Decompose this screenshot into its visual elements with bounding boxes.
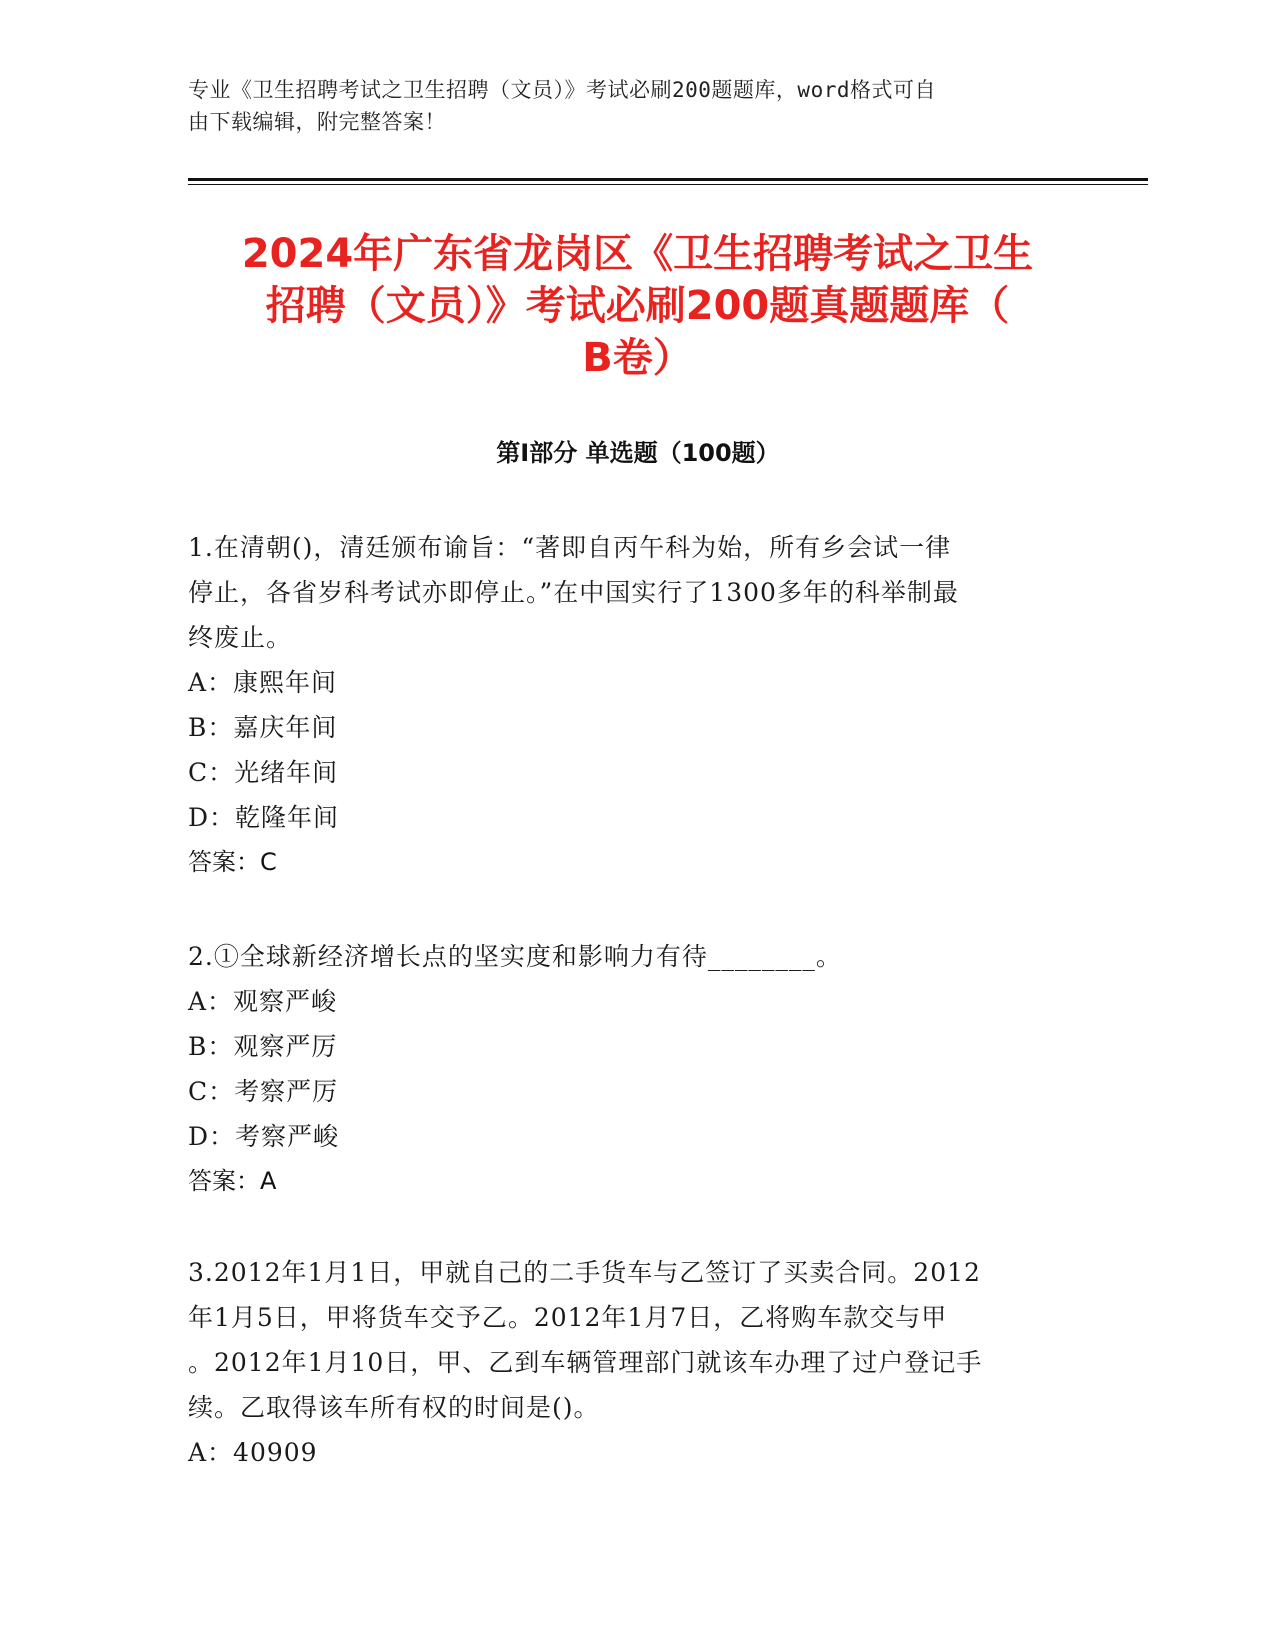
document-title-line-3: B卷） — [582, 335, 693, 381]
document-title — [180, 228, 1095, 384]
option-a: A：40909 — [188, 1438, 318, 1467]
question-stem-line: 2.①全球新经济增长点的坚实度和影响力有待________。 — [188, 942, 842, 971]
header-rule-thick — [188, 178, 1148, 181]
question-stem-line: 终废止。 — [188, 623, 293, 652]
header-note — [188, 74, 1078, 138]
section-title: 第Ⅰ部分 单选题（100题） — [496, 439, 780, 467]
option-a: A：观察严峻 — [188, 987, 338, 1016]
question-stem-line: 停止，各省岁科考试亦即停止。”在中国实行了1300多年的科举制最 — [188, 578, 959, 607]
document-title-line-2: 招聘（文员）》考试必刷200题真题题库（ — [265, 283, 1010, 329]
header-note-line-1: 专业《卫生招聘考试之卫生招聘（文员）》考试必刷200题题库，word格式可自 — [188, 78, 936, 102]
answer-line: 答案：C — [188, 848, 277, 876]
option-b: B：嘉庆年间 — [188, 713, 338, 742]
header-rule-thin — [188, 184, 1148, 185]
option-c: C：光绪年间 — [188, 758, 339, 787]
answer-line: 答案：A — [188, 1167, 277, 1195]
question-stem-line: 年1月5日，甲将货车交予乙。2012年1月7日，乙将购车款交与甲 — [188, 1303, 948, 1332]
question-stem-line: 续。乙取得该车所有权的时间是()。 — [188, 1393, 600, 1422]
option-c: C：考察严厉 — [188, 1077, 339, 1106]
option-d: D：考察严峻 — [188, 1122, 340, 1151]
option-a: A：康熙年间 — [188, 668, 338, 697]
question-2 — [188, 934, 1088, 1204]
question-stem-line: 。2012年1月10日，甲、乙到车辆管理部门就该车办理了过户登记手 — [188, 1348, 983, 1377]
question-3 — [188, 1250, 1088, 1475]
document-title-line-1: 2024年广东省龙岗区《卫生招聘考试之卫生 — [241, 231, 1034, 277]
header-note-line-2: 由下载编辑，附完整答案！ — [188, 110, 446, 134]
question-stem-line: 3.2012年1月1日，甲就自己的二手货车与乙签订了买卖合同。2012 — [188, 1258, 981, 1287]
option-d: D：乾隆年间 — [188, 803, 340, 832]
question-1 — [188, 525, 1088, 885]
option-b: B：观察严厉 — [188, 1032, 338, 1061]
question-stem-line: 1.在清朝()，清廷颁布谕旨：“著即自丙午科为始，所有乡会试一律 — [188, 533, 952, 562]
